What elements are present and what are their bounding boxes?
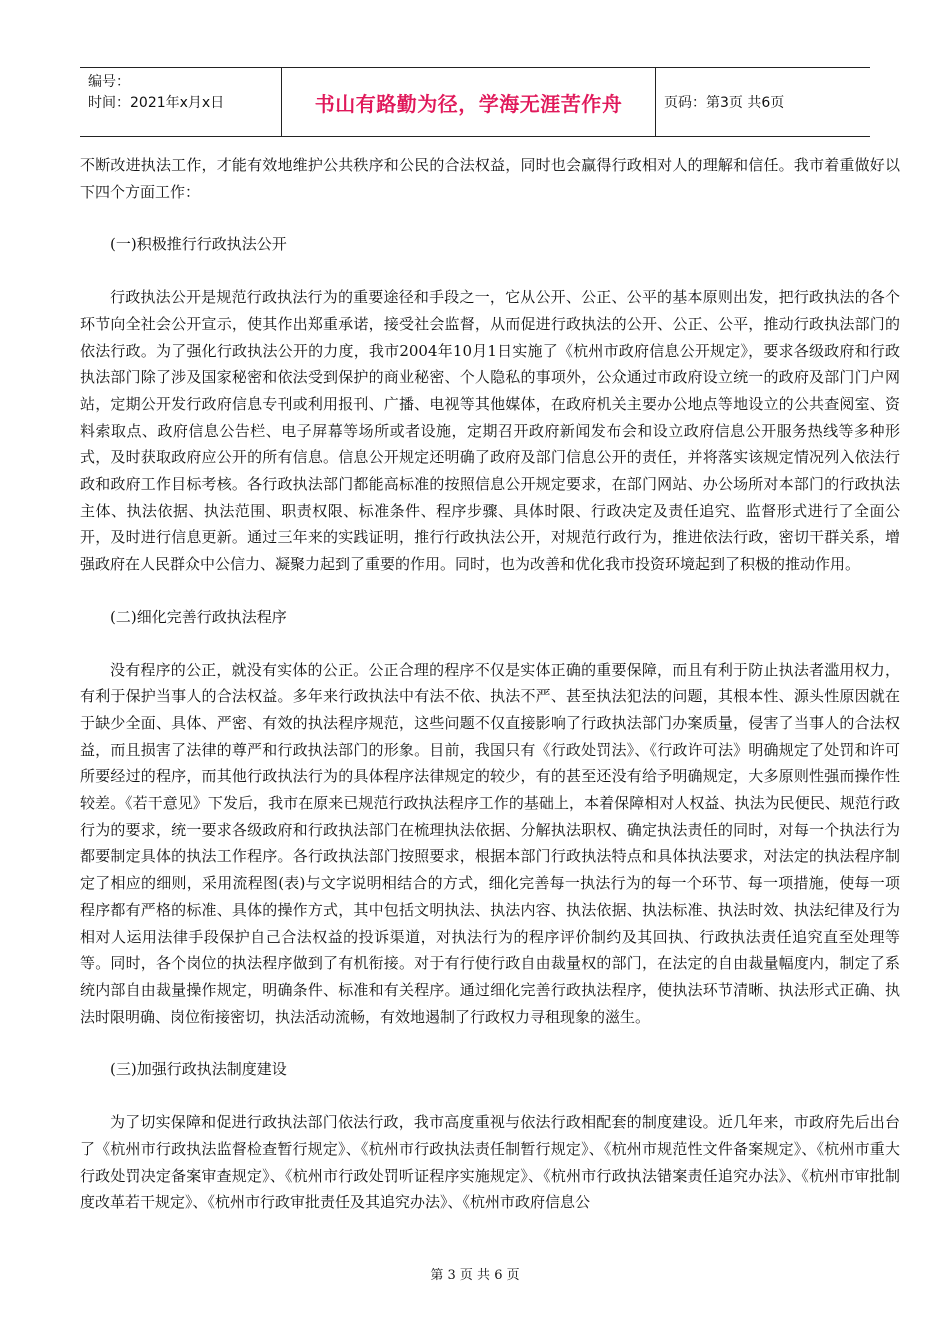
header-page-info bbox=[656, 68, 870, 136]
section-body-1: 行政执法公开是规范行政执法行为的重要途径和手段之一，它从公开、公正、公平的基本原则出发，把行政执法的各个环节向全社会公开宣示，使其作出郑重承诺，接受社会监督，从而促进行政执法的公开、公正、公平，推动行政执法部门的依法行政。为了强化行政执法公开的力度，我市2004年10月1日实施了《杭州市政府信息公开规定》，要求各级政府和行政执法部门除了涉及国家秘密和依法受到保护的商业秘密、个人隐私的事项外，公众通过市政府设立统一的政府及部门门户网站，定期公开发行政府信息专刊或利用报刊、广播、电视等其他媒体，在政府机关主要办公地点等地设立的公共查阅室、资料索取点、政府信息公告栏、电子屏幕等场所或者设施，定期召开政府新闻发布会和设立政府信息公开服务热线等多种形式，及时获取政府应公开的所有信息。信息公开规定还明确了政府及部门信息公开的责任，并将落实该规定情况列入依法行政和政府工作目标考核。各行政执法部门都能高标准的按照信息公开规定要求，在部门网站、办公场所对本部门的行政执法主体、执法依据、执法范围、职责权限、标准条件、程序步骤、具体时限、行政决定及责任追究、监督形式进行了全面公开，及时进行信息更新。通过三年来的实践证明，推行行政执法公开，对规范行政行为，推进依法行政，密切干群关系，增强政府在人民群众中公信力、凝聚力起到了重要的作用。同时，也为改善和优化我市投资环境起到了积极的推动作用。 bbox=[80, 288, 900, 574]
document-date: 时间：2021年x月x日 bbox=[88, 95, 225, 111]
intro-paragraph: 不断改进执法工作，才能有效地维护公共秩序和公民的合法权益，同时也会赢得行政相对人的理解和信任。我市着重做好以下四个方面工作： bbox=[80, 156, 900, 201]
header-motto-cell bbox=[282, 68, 656, 136]
page-header bbox=[80, 67, 870, 137]
section-heading-1: (一)积极推行行政执法公开 bbox=[110, 235, 287, 254]
section-heading-3: (三)加强行政执法制度建设 bbox=[110, 1060, 287, 1079]
page-footer bbox=[0, 1264, 950, 1283]
document-number: 编号： bbox=[88, 74, 130, 90]
page-info-text: 页码：第3页 共6页 bbox=[664, 95, 785, 111]
header-meta bbox=[80, 68, 282, 136]
section-heading-2: (二)细化完善行政执法程序 bbox=[110, 607, 287, 626]
footer-page-number: 第 3 页 共 6 页 bbox=[430, 1268, 520, 1283]
section-body-3: 为了切实保障和促进行政执法部门依法行政，我市高度重视与依法行政相配套的制度建设。近几年来，市政府先后出台了《杭州市行政执法监督检查暂行规定》、《杭州市行政执法责任制暂行规定》、《杭州市规范性文件备案规定》、《杭州市重大行政处罚决定备案审查规定》、《杭州市行政处罚听证程序实施规定》、《杭州市行政执法错案责任追究办法》、《杭州市审批制度改革若干规定》、《杭州市行政审批责任及其追究办法》、《杭州市政府信息公 bbox=[80, 1113, 900, 1212]
document-body bbox=[80, 152, 900, 1216]
header-motto: 书山有路勤为径，学海无涯苦作舟 bbox=[314, 91, 623, 116]
section-body-2: 没有程序的公正，就没有实体的公正。公正合理的程序不仅是实体正确的重要保障，而且有利于防止执法者滥用权力，有利于保护当事人的合法权益。多年来行政执法中有法不依、执法不严、甚至执法犯法的问题，其根本性、源头性原因就在于缺少全面、具体、严密、有效的执法程序规范，这些问题不仅直接影响了行政执法部门办案质量，侵害了当事人的合法权益，而且损害了法律的尊严和行政执法部门的形象。目前，我国只有《行政处罚法》、《行政许可法》明确规定了处罚和许可所要经过的程序，而其他行政执法行为的具体程序法律规定的较少，有的甚至还没有给予明确规定，大多原则性强而操作性较差。《若干意见》下发后，我市在原来已规范行政执法程序工作的基础上，本着保障相对人权益、执法为民便民、规范行政行为的要求，统一要求各级政府和行政执法部门在梳理执法依据、分解执法职权、确定执法责任的同时，对每一个执法行为都要制定具体的执法工作程序。各行政执法部门按照要求，根据本部门行政执法特点和具体执法要求，对法定的执法程序制定了相应的细则，采用流程图(表)与文字说明相结合的方式，细化完善每一执法行为的每一个环节、每一项措施，使每一项程序都有严格的标准、具体的操作方式，其中包括文明执法、执法内容、执法依据、执法标准、执法时效、执法纪律及行为相对人运用法律手段保护自己合法权益的投诉渠道，对执法行为的程序评价制约及其回执、行政执法责任追究直至处理等等。同时，各个岗位的执法程序做到了有机衔接。对于有行使行政自由裁量权的部门，在法定的自由裁量幅度内，制定了系统内部自由裁量操作规定，明确条件、标准和有关程序。通过细化完善行政执法程序，使执法环节清晰、执法形式正确、执法时限明确、岗位衔接密切，执法活动流畅，有效地遏制了行政权力寻租现象的滋生。 bbox=[80, 660, 900, 1026]
